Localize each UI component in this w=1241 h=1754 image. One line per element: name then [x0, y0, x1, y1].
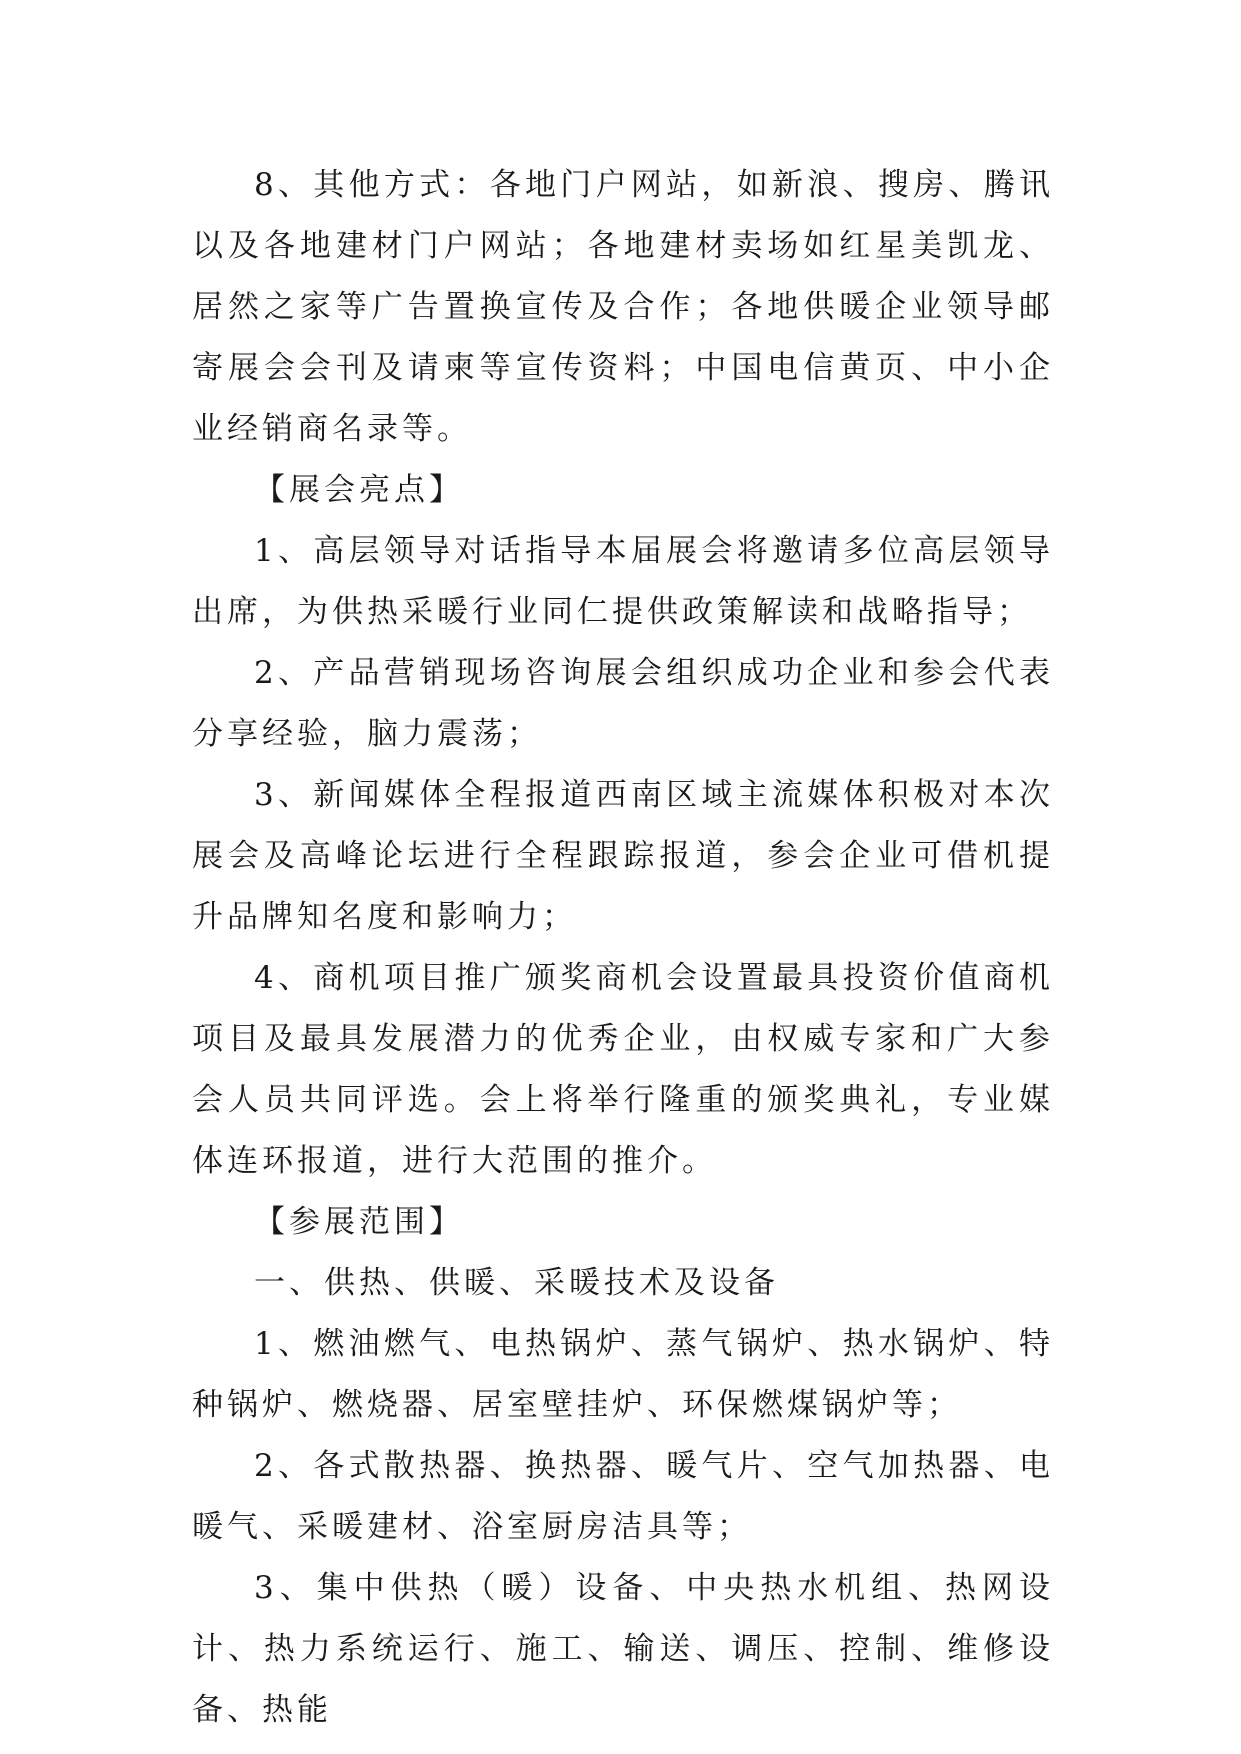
document-body [192, 155, 1054, 1741]
paragraph-highlight-1: 1、高层领导对话指导本届展会将邀请多位高层领导出席，为供热采暖行业同仁提供政策解读和战略指导； [192, 533, 1054, 630]
paragraph-highlight-2: 2、产品营销现场咨询展会组织成功企业和参会代表分享经验，脑力震荡； [192, 655, 1054, 752]
paragraph-scope-2: 2、各式散热器、换热器、暖气片、空气加热器、电暖气、采暖建材、浴室厨房洁具等； [192, 1448, 1054, 1545]
section-heading-highlights: 【展会亮点】 [254, 472, 464, 508]
paragraph-highlight-3: 3、新闻媒体全程报道西南区域主流媒体积极对本次展会及高峰论坛进行全程跟踪报道，参会企业可借机提升品牌知名度和影响力； [192, 777, 1054, 935]
paragraph-other-methods: 8、其他方式：各地门户网站，如新浪、搜房、腾讯以及各地建材门户网站；各地建材卖场如红星美凯龙、居然之家等广告置换宣传及合作；各地供暖企业领导邮寄展会会刊及请柬等宣传资料；中国电信黄页、中小企业经销商名录等。 [192, 167, 1054, 447]
paragraph-highlight-4: 4、商机项目推广颁奖商机会设置最具投资价值商机项目及最具发展潜力的优秀企业，由权威专家和广大参会人员共同评选。会上将举行隆重的颁奖典礼，专业媒体连环报道，进行大范围的推介。 [192, 960, 1054, 1179]
section-heading-scope: 【参展范围】 [254, 1204, 464, 1240]
subheading-heating-equipment: 一、供热、供暖、采暖技术及设备 [254, 1265, 779, 1301]
paragraph-scope-1: 1、燃油燃气、电热锅炉、蒸气锅炉、热水锅炉、特种锅炉、燃烧器、居室壁挂炉、环保燃煤锅炉等； [192, 1326, 1054, 1423]
paragraph-scope-3: 3、集中供热（暖）设备、中央热水机组、热网设计、热力系统运行、施工、输送、调压、控制、维修设备、热能 [192, 1570, 1054, 1728]
